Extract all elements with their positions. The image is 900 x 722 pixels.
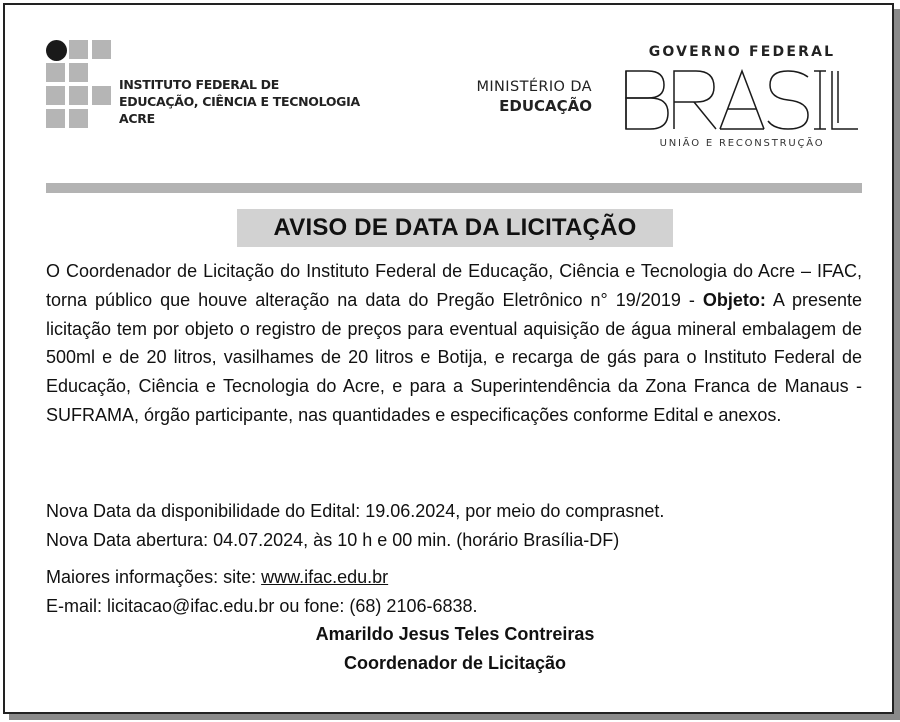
- email-line: E-mail: licitacao@ifac.edu.br ou fone: (68) 2106-6838.: [46, 596, 478, 616]
- brasil-wordmark-icon: [624, 69, 860, 131]
- signer-name: Amarildo Jesus Teles Contreiras: [315, 624, 595, 644]
- info-label: Maiores informações: site:: [46, 567, 262, 587]
- dates-block: [46, 497, 664, 555]
- objeto-label: Objeto:: [702, 289, 766, 310]
- date-disponibilidade: Nova Data da disponibilidade do Edital: 19.06.2024, por meio do comprasnet.: [46, 501, 665, 521]
- ministerio-logo: [440, 78, 592, 116]
- signer-role: Coordenador de Licitação: [343, 653, 567, 673]
- date-abertura: Nova Data abertura: 04.07.2024, às 10 h e 00 min. (horário Brasília-DF): [46, 530, 620, 550]
- notice-body: [46, 257, 862, 430]
- governo-federal-label: GOVERNO FEDERAL: [648, 44, 836, 60]
- ifac-logo-icon: [46, 40, 116, 130]
- info-block: [46, 563, 478, 621]
- info-line: [46, 563, 478, 592]
- ifac-name: [119, 76, 360, 127]
- ifac-line-3: ACRE: [119, 111, 155, 126]
- site-link[interactable]: www.ifac.edu.br: [261, 567, 389, 587]
- uniao-reconstrucao-label: UNIÃO E RECONSTRUÇÃO: [659, 138, 825, 149]
- ifac-line-1: INSTITUTO FEDERAL DE: [119, 77, 279, 92]
- signature-block: [155, 620, 755, 678]
- ministerio-line-1: MINISTÉRIO DA: [476, 79, 592, 95]
- body-objeto: A presente licitação tem por objeto o registro de preços para eventual aquisição de água mineral embalagem de 500ml e de 20 litros, vasilhames de 20 litros e Botija, e recarga de gás para o Instituto Federal de Educação, Ciência e Tecnologia do Acre, e para a Superintendência da Zona Franca de Manaus - SUFRAMA, órgão participante, nas quantidades e especificações conforme Edital e anexos.: [46, 289, 862, 425]
- ifac-line-2: EDUCAÇÃO, CIÊNCIA E TECNOLOGIA: [119, 94, 360, 109]
- body-intro: O Coordenador de Licitação do Instituto Federal de Educação, Ciência e Tecnologia do Acre – IFAC, torna público que houve alteração na data do Pregão Eletrônico n° 19/2019 -: [46, 261, 862, 310]
- header-divider: [46, 183, 862, 193]
- notice-title: AVISO DE DATA DA LICITAÇÃO: [237, 209, 673, 247]
- ministerio-line-2: EDUCAÇÃO: [499, 97, 592, 115]
